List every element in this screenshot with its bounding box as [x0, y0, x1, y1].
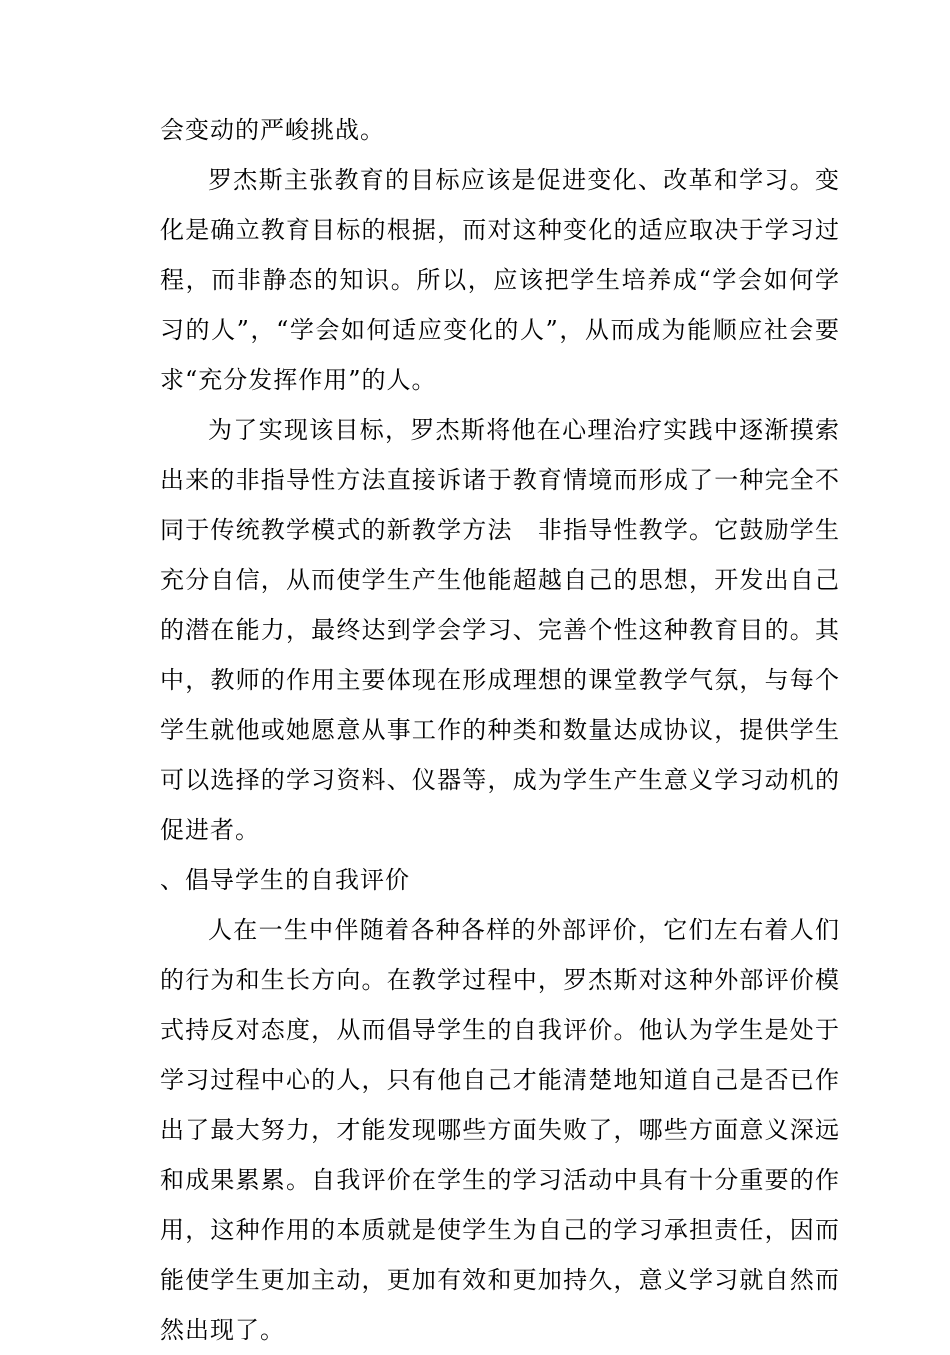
section-heading-self-evaluation: 、倡导学生的自我评价: [160, 866, 410, 894]
paragraph-self-evaluation: 人在一生中伴随着各种各样的外部评价，它们左右着人们的行为和生长方向。在教学过程中，罗杰斯对这种外部评价模式持反对态度，从而倡导学生的自我评价。他认为学生是处于学习过程中心的人，只有他自己才能清楚地知道自己是否已作出了最大努力，才能发现哪些方面失败了，哪些方面意义深远和成果累累。自我评价在学生的学习活动中具有十分重要的作用，这种作用的本质就是使学生为自己的学习承担责任，因而能使学生更加主动，更加有效和更加持久，意义学习就自然而然出现了。: [160, 916, 840, 1344]
paragraph-continuation: 会变动的严峻挑战。: [160, 116, 385, 144]
paragraph-education-goal: 罗杰斯主张教育的目标应该是促进变化、改革和学习。变化是确立教育目标的根据，而对这种变化的适应取决于学习过程，而非静态的知识。所以，应该把学生培养成“学会如何学习的人”，“学会如何适应变化的人”，从而成为能顺应社会要求“充分发挥作用”的人。: [160, 166, 840, 394]
paragraph-non-directive-teaching: 为了实现该目标，罗杰斯将他在心理治疗实践中逐渐摸索出来的非指导性方法直接诉诸于教育情境而形成了一种完全不同于传统教学模式的新教学方法 非指导性教学。它鼓励学生充分自信，从而使学生产生他能超越自己的思想，开发出自己的潜在能力，最终达到学会学习、完善个性这种教育目的。其中，教师的作用主要体现在形成理想的课堂教学气氛，与每个学生就他或她愿意从事工作的种类和数量达成协议，提供学生可以选择的学习资料、仪器等，成为学生产生意义学习动机的促进者。: [160, 416, 840, 844]
body-text: [160, 105, 840, 1355]
